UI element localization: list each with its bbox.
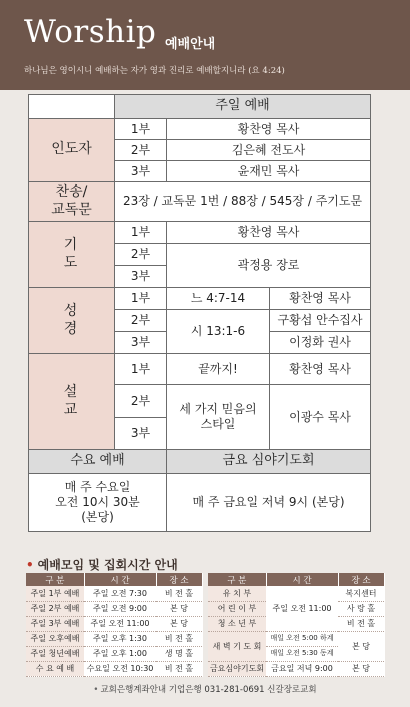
bullet-icon: • (93, 685, 99, 695)
gathering-name: 주일 1부 예배 (26, 586, 84, 601)
friday-info: 매 주 금요일 저녁 9시 (본당) (167, 474, 371, 532)
scripture-reader: 황찬영 목사 (270, 288, 371, 310)
gathering-place: 본 당 (338, 631, 384, 661)
schedule-table (28, 94, 371, 532)
sermon-shared-preacher: 이광수 목사 (270, 385, 371, 450)
gathering-name: 주일 2부 예배 (26, 601, 84, 616)
page-header (0, 0, 410, 90)
table-row (29, 288, 371, 310)
table-row (26, 646, 202, 661)
gathering-time: 주일 오전 7:30 (84, 586, 156, 601)
col-header: 장 소 (156, 573, 202, 586)
gathering-name: 주일 3부 예배 (26, 616, 84, 631)
hymn-value: 23장 / 교독문 1번 / 88장 / 545장 / 주기도문 (115, 182, 371, 222)
scripture-text: 느 4:7-14 (167, 288, 270, 310)
gatherings-table-left (26, 573, 203, 677)
bible-verse: 하나님은 영이시니 예배하는 자가 영과 진리로 예배할지니라 (요 4:24) (24, 66, 285, 76)
scripture-reader: 이정화 권사 (270, 332, 371, 354)
gathering-name: 유 치 부 (208, 586, 266, 601)
gathering-time: 주일 오후 1:30 (84, 631, 156, 646)
gathering-time: 주일 오후 1:00 (84, 646, 156, 661)
wednesday-info (29, 474, 167, 532)
part-cell: 2부 (115, 310, 167, 332)
table-row (26, 631, 202, 646)
gathering-name: 주일 오후예배 (26, 631, 84, 646)
gathering-place: 본 당 (338, 661, 384, 676)
table-row (29, 474, 371, 532)
leader-name: 윤재민 목사 (167, 161, 371, 182)
gathering-time: 매일 오전 5:30 동계 (266, 646, 338, 661)
sermon-title-line2: 스타일 (200, 417, 236, 431)
gatherings-title (26, 556, 178, 573)
leader-name: 김은혜 전도사 (167, 140, 371, 161)
page-subtitle: 예배안내 (165, 37, 216, 52)
part-cell: 1부 (115, 288, 167, 310)
table-row (29, 354, 371, 385)
gathering-place: 복지센터 (338, 586, 384, 601)
prayer-label: 기 도 (29, 222, 115, 288)
col-header: 구 분 (208, 573, 266, 586)
gathering-place: 비 전 홀 (156, 661, 202, 676)
gathering-time: 수요일 오전 10:30 (84, 661, 156, 676)
gathering-place: 생 명 홀 (156, 646, 202, 661)
table-row (26, 586, 202, 601)
scripture-reader: 구황섭 안수집사 (270, 310, 371, 332)
gathering-time: 주일 오전 11:00 (84, 616, 156, 631)
table-row (208, 631, 384, 646)
gathering-place: 비 전 홀 (338, 616, 384, 631)
gathering-time: 주일 오전 11:00 (266, 586, 338, 631)
part-cell: 1부 (115, 222, 167, 244)
wednesday-line1: 매 주 수요일 (64, 480, 131, 494)
gatherings-title-text: 예배모임 및 집회시간 안내 (37, 558, 178, 572)
wednesday-line2: 오전 10시 30분 (55, 495, 140, 509)
prayer-shared-name: 곽정용 장로 (167, 244, 371, 288)
table-row (29, 450, 371, 474)
hymn-label (29, 182, 115, 222)
gathering-name: 수 요 예 배 (26, 661, 84, 676)
table-row (29, 182, 371, 222)
sunday-header: 주일 예배 (115, 95, 371, 119)
gathering-place: 본 당 (156, 616, 202, 631)
friday-header: 금요 심야기도회 (167, 450, 371, 474)
part-cell: 1부 (115, 119, 167, 140)
hymn-label-line2: 교독문 (51, 201, 92, 218)
wednesday-line3: (본당) (81, 510, 114, 524)
scripture-label: 성 경 (29, 288, 115, 354)
gatherings-table-right (208, 573, 385, 677)
part-cell: 3부 (115, 418, 167, 450)
prayer-name: 황찬영 목사 (167, 222, 371, 244)
part-cell: 2부 (115, 385, 167, 418)
sermon-label: 설 교 (29, 354, 115, 450)
table-row (208, 586, 384, 601)
gathering-name: 어 린 이 부 (208, 601, 266, 616)
table-row (26, 601, 202, 616)
part-cell: 3부 (115, 161, 167, 182)
table-header-row (26, 573, 202, 586)
gathering-name: 주일 청년예배 (26, 646, 84, 661)
gathering-name: 새 벽 기 도 회 (208, 631, 266, 661)
footer-text: 교회은행계좌안내 기업은행 031-281-0691 신갈장로교회 (100, 685, 317, 695)
table-row (29, 95, 371, 119)
col-header: 시 간 (84, 573, 156, 586)
gathering-place: 사 랑 홀 (338, 601, 384, 616)
sermon-title-line1: 세 가지 믿음의 (179, 402, 257, 416)
gathering-place: 비 전 홀 (156, 586, 202, 601)
gathering-time: 매일 오전 5:00 하계 (266, 631, 338, 646)
part-cell: 3부 (115, 332, 167, 354)
table-row (26, 661, 202, 676)
part-cell: 1부 (115, 354, 167, 385)
gathering-place: 본 당 (156, 601, 202, 616)
bullet-icon: • (26, 558, 34, 572)
scripture-shared-text: 시 13:1-6 (167, 310, 270, 354)
page-title: Worship (24, 14, 157, 50)
table-row (26, 616, 202, 631)
part-cell: 2부 (115, 140, 167, 161)
worship-schedule (28, 94, 370, 532)
leader-name: 황찬영 목사 (167, 119, 371, 140)
gathering-name: 금요심야기도회 (208, 661, 266, 676)
sermon-shared-title (167, 385, 270, 450)
leader-label: 인도자 (29, 119, 115, 182)
part-cell: 2부 (115, 244, 167, 266)
sermon-title: 끝까지! (167, 354, 270, 385)
wednesday-header: 수요 예배 (29, 450, 167, 474)
table-header-row (208, 573, 384, 586)
col-header: 시 간 (266, 573, 338, 586)
footer (0, 683, 410, 695)
sermon-preacher: 황찬영 목사 (270, 354, 371, 385)
table-row (208, 661, 384, 676)
gathering-place: 비 전 홀 (156, 631, 202, 646)
col-header: 구 분 (26, 573, 84, 586)
table-row (29, 222, 371, 244)
table-row (29, 119, 371, 140)
part-cell: 3부 (115, 266, 167, 288)
col-header: 장 소 (338, 573, 384, 586)
gathering-time: 주일 오전 9:00 (84, 601, 156, 616)
hymn-label-line1: 찬송/ (55, 184, 88, 200)
gathering-time: 금요일 저녁 9:00 (266, 661, 338, 676)
gathering-name: 청 소 년 부 (208, 616, 266, 631)
empty-header-cell (29, 95, 115, 119)
